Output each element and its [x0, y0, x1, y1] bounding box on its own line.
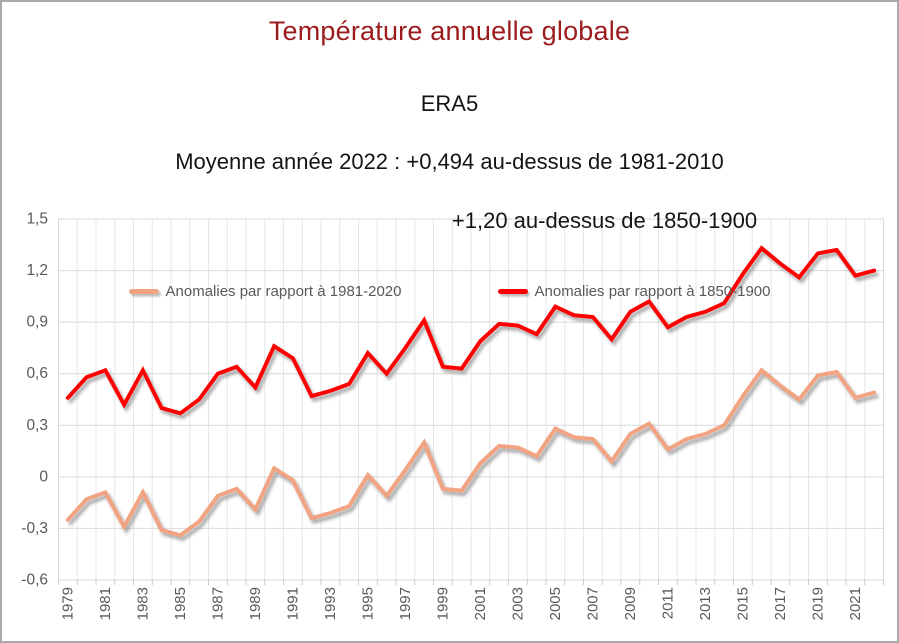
x-tick-label: 2019 — [809, 587, 827, 621]
y-tick-label: 0,9 — [26, 313, 48, 331]
y-tick-label: 1,2 — [26, 262, 48, 280]
x-tick-label: 1985 — [171, 587, 189, 621]
y-tick-label: 1,5 — [26, 210, 48, 228]
y-tick-label: -0,6 — [21, 571, 48, 589]
legend-item-1981-2020 — [129, 283, 402, 300]
x-tick-label: 1997 — [396, 587, 414, 621]
x-tick-label: 1983 — [134, 587, 152, 621]
dataset-label: ERA5 — [420, 91, 479, 116]
x-tick-label: 1989 — [246, 587, 264, 621]
mean-2022-vs-1850-1900: +1,20 au-dessus de 1850-1900 — [451, 208, 758, 233]
legend-swatch-red — [498, 289, 528, 294]
x-tick-label: 1995 — [359, 587, 377, 621]
x-tick-label: 2009 — [621, 587, 639, 621]
mean-2022-vs-1981-2010: Moyenne année 2022 : +0,494 au-dessus de 1981-2010 — [175, 149, 724, 174]
x-tick-label: 2011 — [659, 587, 677, 620]
y-tick-label: 0,6 — [26, 365, 48, 383]
x-tick-label: 2021 — [846, 587, 864, 621]
legend-swatch-peach — [129, 289, 159, 294]
x-tick-label: 1979 — [59, 587, 77, 621]
x-tick-label: 2013 — [696, 587, 714, 621]
x-tick-label: 2015 — [734, 587, 752, 621]
page-title: Température annuelle globale — [268, 16, 631, 46]
x-tick-label: 1999 — [434, 587, 452, 621]
legend-label: Anomalies par rapport à 1850-1900 — [534, 283, 771, 300]
legend-item-1850-1900 — [498, 283, 771, 300]
x-tick-label: 1993 — [321, 587, 339, 621]
legend — [2, 283, 897, 300]
y-tick-label: 0 — [39, 468, 48, 486]
y-tick-label: 0,3 — [26, 416, 48, 434]
x-tick-label: 2017 — [771, 587, 789, 621]
legend-label: Anomalies par rapport à 1981-2020 — [165, 283, 402, 300]
x-tick-label: 2007 — [584, 587, 602, 621]
x-tick-label: 1981 — [96, 587, 114, 621]
x-tick-label: 2003 — [509, 587, 527, 621]
x-tick-label: 1991 — [284, 587, 302, 621]
y-tick-label: -0,3 — [21, 519, 48, 537]
x-tick-label: 1987 — [209, 587, 227, 621]
x-tick-label: 2001 — [471, 587, 489, 621]
x-tick-label: 2005 — [546, 587, 564, 621]
